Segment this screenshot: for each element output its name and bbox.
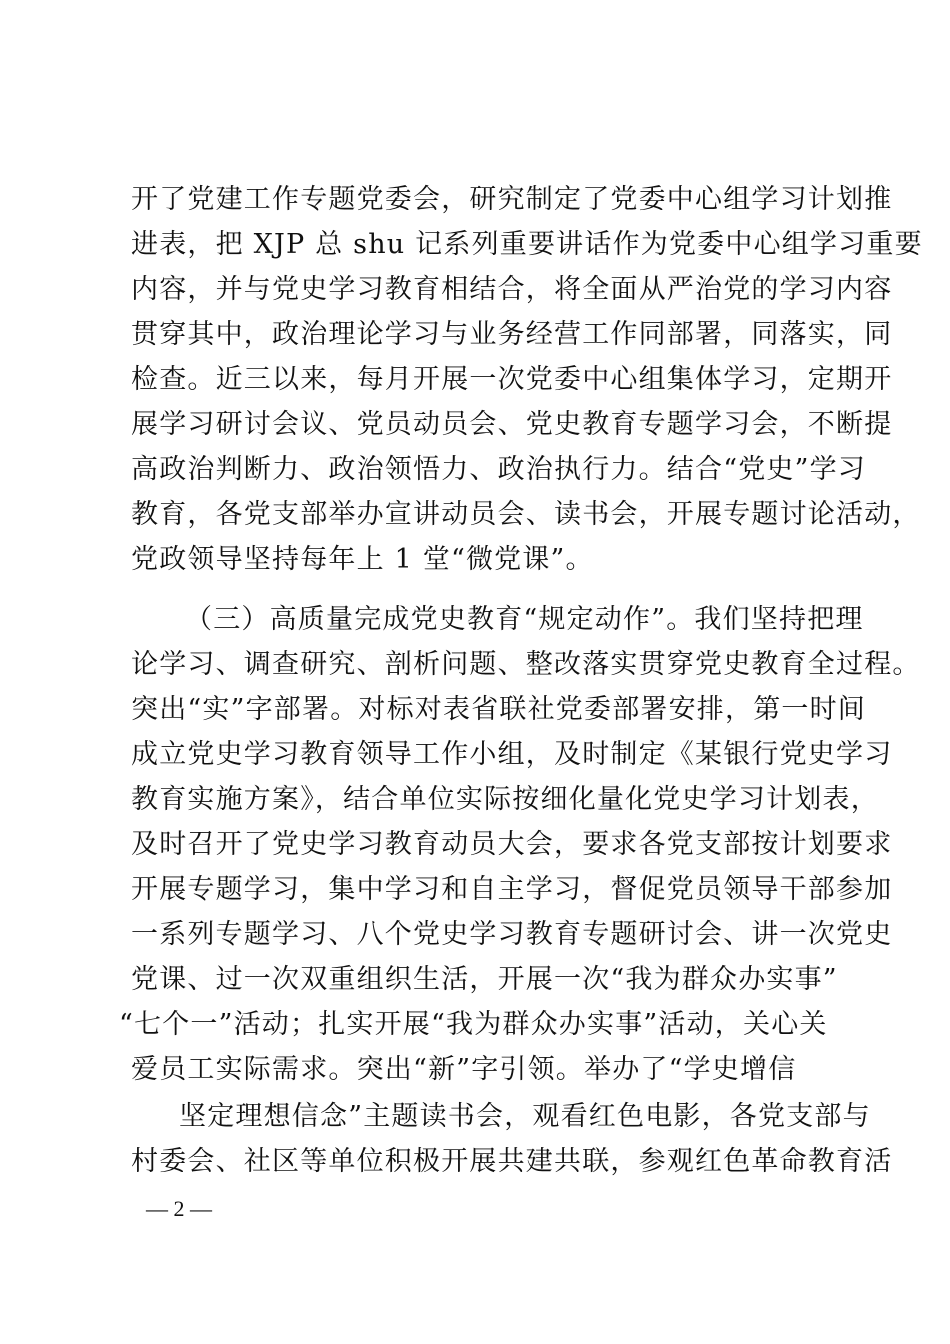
body-line-19: “七个一”活动；扎实开展“我为群众办实事”活动，关心关 — [119, 1009, 828, 1040]
body-line-15: 及时召开了党史学习教育动员大会，要求各党支部按计划要求 — [131, 829, 893, 860]
body-line-22: 村委会、社区等单位积极开展共建共联，参观红色革命教育活 — [131, 1146, 893, 1177]
body-line-13: 成立党史学习教育领导工作小组，及时制定《某银行党史学习 — [131, 739, 893, 770]
body-line-16: 开展专题学习，集中学习和自主学习，督促党员领导干部参加 — [131, 874, 893, 905]
body-line-9: 党政领导坚持每年上 1 堂“微党课”。 — [131, 544, 594, 575]
body-line-7: 高政治判断力、政治领悟力、政治执行力。结合“党史”学习 — [131, 454, 867, 485]
body-line-18: 党课、过一次双重组织生活，开展一次“我为群众办实事” — [131, 964, 838, 995]
body-line-4: 贯穿其中，政治理论学习与业务经营工作同部署，同落实，同 — [131, 319, 893, 350]
page-number: — 2 — — [146, 1196, 212, 1221]
body-line-8: 教育，各党支部举办宣讲动员会、读书会，开展专题讨论活动， — [131, 499, 921, 530]
body-line-12: 突出“实”字部署。对标对表省联社党委部署安排，第一时间 — [131, 694, 867, 725]
body-line-5: 检查。近三以来，每月开展一次党委中心组集体学习，定期开 — [131, 364, 893, 395]
body-line-1: 开了党建工作专题党委会，研究制定了党委中心组学习计划推 — [131, 184, 893, 215]
body-line-2: 进表，把 XJP 总 shu 记系列重要讲话作为党委中心组学习重要 — [131, 229, 923, 260]
body-line-21: 坚定理想信念”主题读书会，观看红色电影，各党支部与 — [179, 1101, 871, 1132]
section-heading-line: （三）高质量完成党史教育“规定动作”。我们坚持把理 — [185, 604, 864, 635]
body-line-17: 一系列专题学习、八个党史学习教育专题研讨会、讲一次党史 — [131, 919, 893, 950]
body-line-3: 内容，并与党史学习教育相结合，将全面从严治党的学习内容 — [131, 274, 893, 305]
body-line-11: 论学习、调查研究、剖析问题、整改落实贯穿党史教育全过程。 — [131, 649, 921, 680]
body-line-14: 教育实施方案》，结合单位实际按细化量化党史学习计划表， — [131, 784, 879, 815]
body-line-20: 爱员工实际需求。突出“新”字引领。举办了“学史增信 — [131, 1054, 797, 1085]
body-line-6: 展学习研讨会议、党员动员会、党史教育专题学习会，不断提 — [131, 409, 893, 440]
